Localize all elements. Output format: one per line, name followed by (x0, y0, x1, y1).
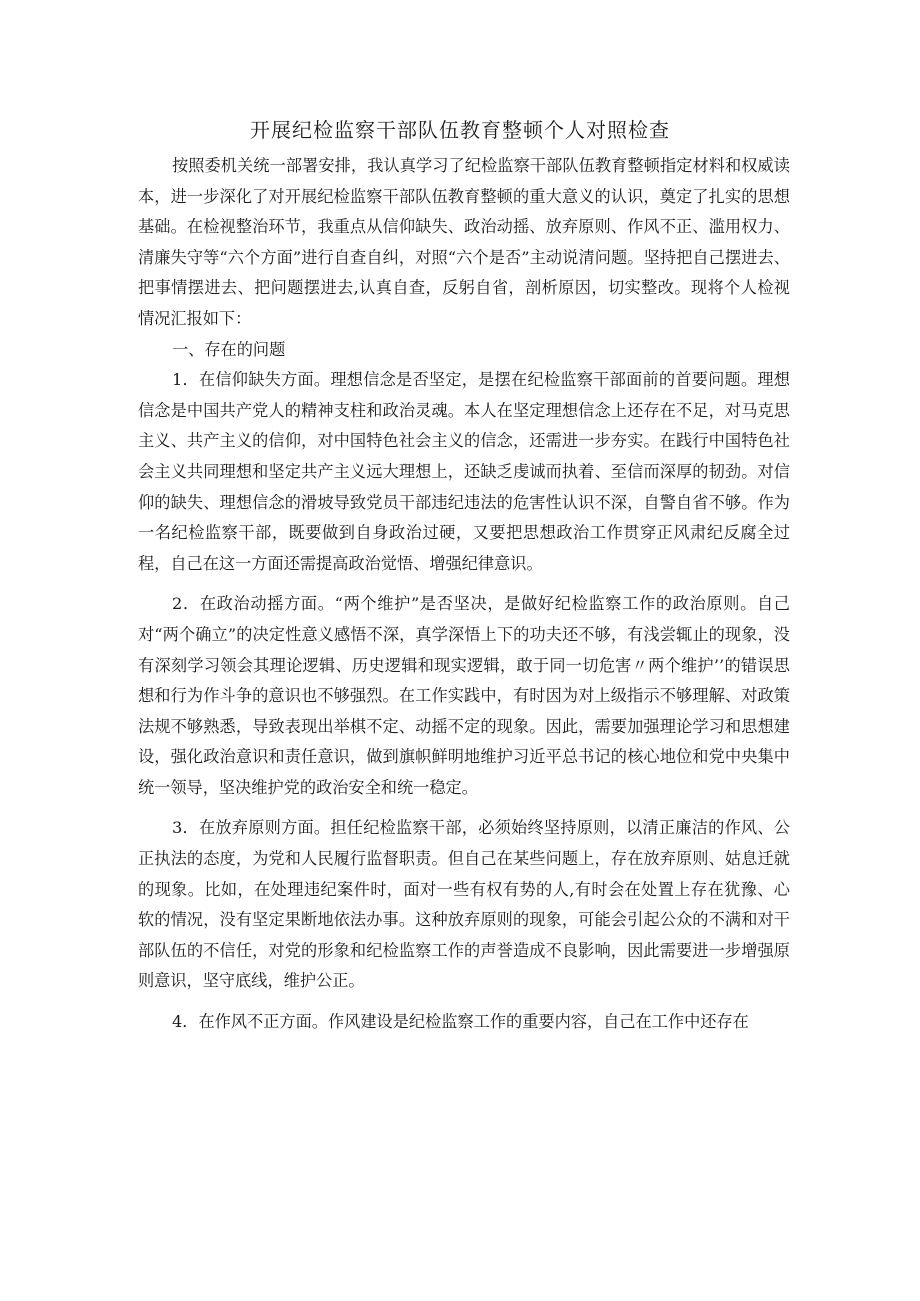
document-title: 开展纪检监察干部队伍教育整顿个人对照检查 (250, 118, 670, 142)
item-paragraph-2: 2．在政治动摇方面。“两个维护”是否坚决，是做好纪检监察工作的政治原则。自己对“两个确立”的决定性意义感悟不深，真学深悟上下的功夫还不够，有浅尝辄止的现象，没有深刻学习领会其理论逻辑、历史逻辑和现实逻辑，敢于同一切危害〃两个维护’’的错误思想和行为作斗争的意识也不够强烈。在工作实践中，有时因为对上级指示不够理解、对政策法规不够熟悉，导致表现出举棋不定、动摇不定的现象。因此，需要加强理论学习和思想建设，强化政治意识和责任意识，做到旗帜鲜明地维护习近平总书记的核心地位和党中央集中统一领导，坚决维护党的政治安全和统一稳定。 (138, 594, 790, 797)
item-paragraph-4: 4．在作风不正方面。作风建设是纪检监察工作的重要内容，自己在工作中还存在 (172, 1012, 749, 1032)
intro-paragraph: 按照委机关统一部署安排，我认真学习了纪检监察干部队伍教育整顿指定材料和权威读本，进一步深化了对开展纪检监察干部队伍教育整顿的重大意义的认识，奠定了扎实的思想基础。在检视整治环节，我重点从信仰缺失、政治动摇、放弃原则、作风不正、滥用权力、清廉失守等“六个方面”进行自查自纠，对照“六个是否”主动说清问题。坚持把自己摆进去、把事情摆进去、把问题摆进去,认真自查，反躬自省，剖析原因，切实整改。现将个人检视情况汇报如下： (138, 156, 790, 328)
item-paragraph-3: 3．在放弃原则方面。担任纪检监察干部，必须始终坚持原则，以清正廉洁的作风、公正执法的态度，为党和人民履行监督职责。但自己在某些问题上，存在放弃原则、姑息迁就的现象。比如，在处理违纪案件时，面对一些有权有势的人,有时会在处置上存在犹豫、心软的情况，没有坚定果断地依法办事。这种放弃原则的现象，可能会引起公众的不满和对干部队伍的不信任，对党的形象和纪检监察工作的声誉造成不良影响，因此需要进一步增强原则意识，坚守底线，维护公正。 (138, 818, 790, 991)
document-body (138, 151, 790, 1038)
section-heading: 一、存在的问题 (172, 339, 286, 359)
item-paragraph-1: 1．在信仰缺失方面。理想信念是否坚定，是摆在纪检监察干部面前的首要问题。理想信念是中国共产党人的精神支柱和政治灵魂。本人在坚定理想信念上还存在不足，对马克思主义、共产主义的信仰，对中国特色社会主义的信念，还需进一步夯实。在践行中国特色社会主义共同理想和坚定共产主义远大理想上，还缺乏虔诚而执着、至信而深厚的韧劲。对信仰的缺失、理想信念的滑坡导致党员干部违纪违法的危害性认识不深，自警自省不够。作为一名纪检监察干部，既要做到自身政治过硬，又要把思想政治工作贯穿正风肃纪反腐全过程，自己在这一方面还需提高政治觉悟、增强纪律意识。 (138, 370, 790, 573)
